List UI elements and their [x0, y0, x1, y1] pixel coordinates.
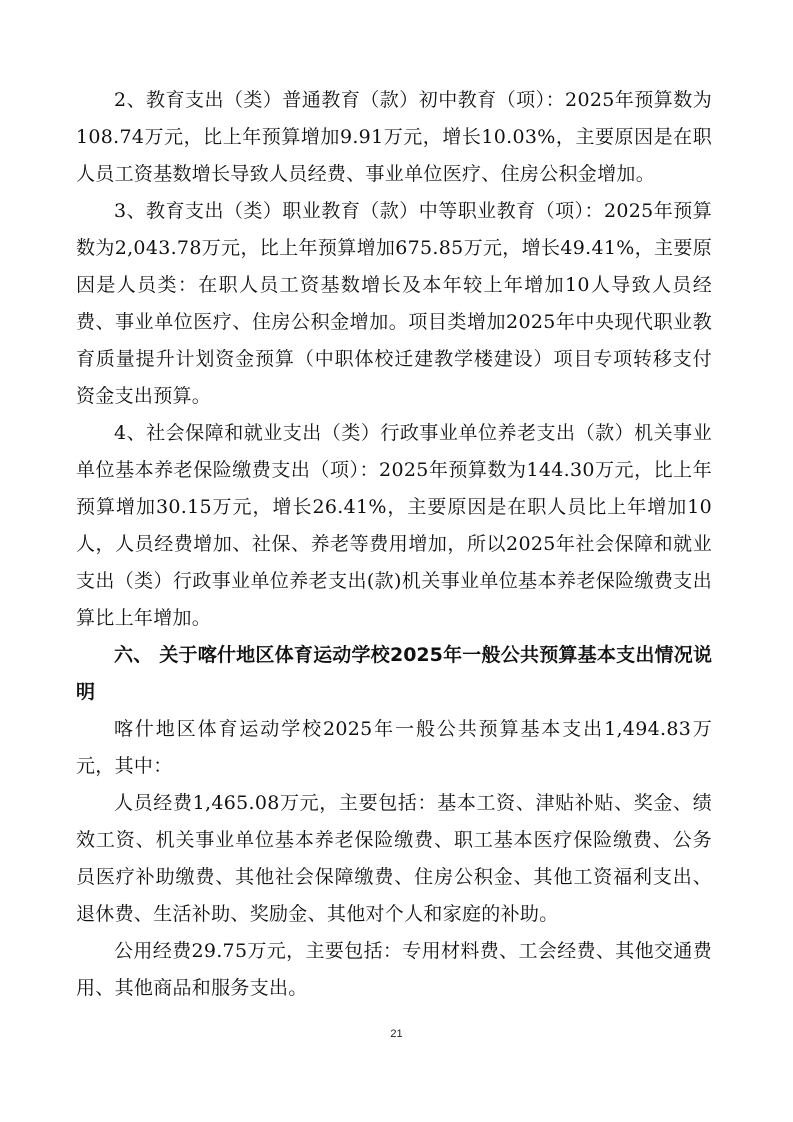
page-number: 21 [390, 1028, 403, 1040]
paragraph-junior-high-education: 2、教育支出（类）普通教育（款）初中教育（项）：2025年预算数为108.74万元，比上年预算增加9.91万元，增长10.03%，主要原因是在职人员工资基数增长导致人员经费、事业单位医疗、住房公积金增加。 [76, 89, 712, 185]
paragraph-basic-expenditure-total: 喀什地区体育运动学校2025年一般公共预算基本支出1,494.83万元，其中： [76, 718, 712, 777]
paragraph-pension-insurance: 4、社会保障和就业支出（类）行政事业单位养老支出（款）机关事业单位基本养老保险缴费支出（项）：2025年预算数为144.30万元，比上年预算增加30.15万元，增长26.41%，主要原因是在职人员比上年增加10人，人员经费增加、社保、养老等费用增加，所以2025年社会保障和就业支出（类）行政事业单位养老支出(款)机关事业单位基本养老保险缴费支出算比上年增加。 [76, 422, 712, 629]
paragraph-personnel-expenses: 人员经费1,465.08万元，主要包括：基本工资、津贴补贴、奖金、绩效工资、机关事业单位基本养老保险缴费、职工基本医疗保险缴费、公务员医疗补助缴费、其他社会保障缴费、住房公积金、其他工资福利支出、退休费、生活补助、奖励金、其他对个人和家庭的补助。 [76, 792, 712, 925]
paragraph-public-expenses: 公用经费29.75万元，主要包括：专用材料费、工会经费、其他交通费用、其他商品和服务支出。 [76, 940, 712, 999]
page-body [76, 82, 712, 1007]
section-heading: 六、 关于喀什地区体育运动学校2025年一般公共预算基本支出情况说明 [76, 644, 712, 703]
paragraph-vocational-education: 3、教育支出（类）职业教育（款）中等职业教育（项）：2025年预算数为2,043.78万元，比上年预算增加675.85万元，增长49.41%，主要原因是人员类：在职人员工资基数增长及本年较上年增加10人导致人员经费、事业单位医疗、住房公积金增加。项目类增加2025年中央现代职业教育质量提升计划资金预算（中职体校迁建教学楼建设）项目专项转移支付资金支出预算。 [76, 200, 712, 407]
